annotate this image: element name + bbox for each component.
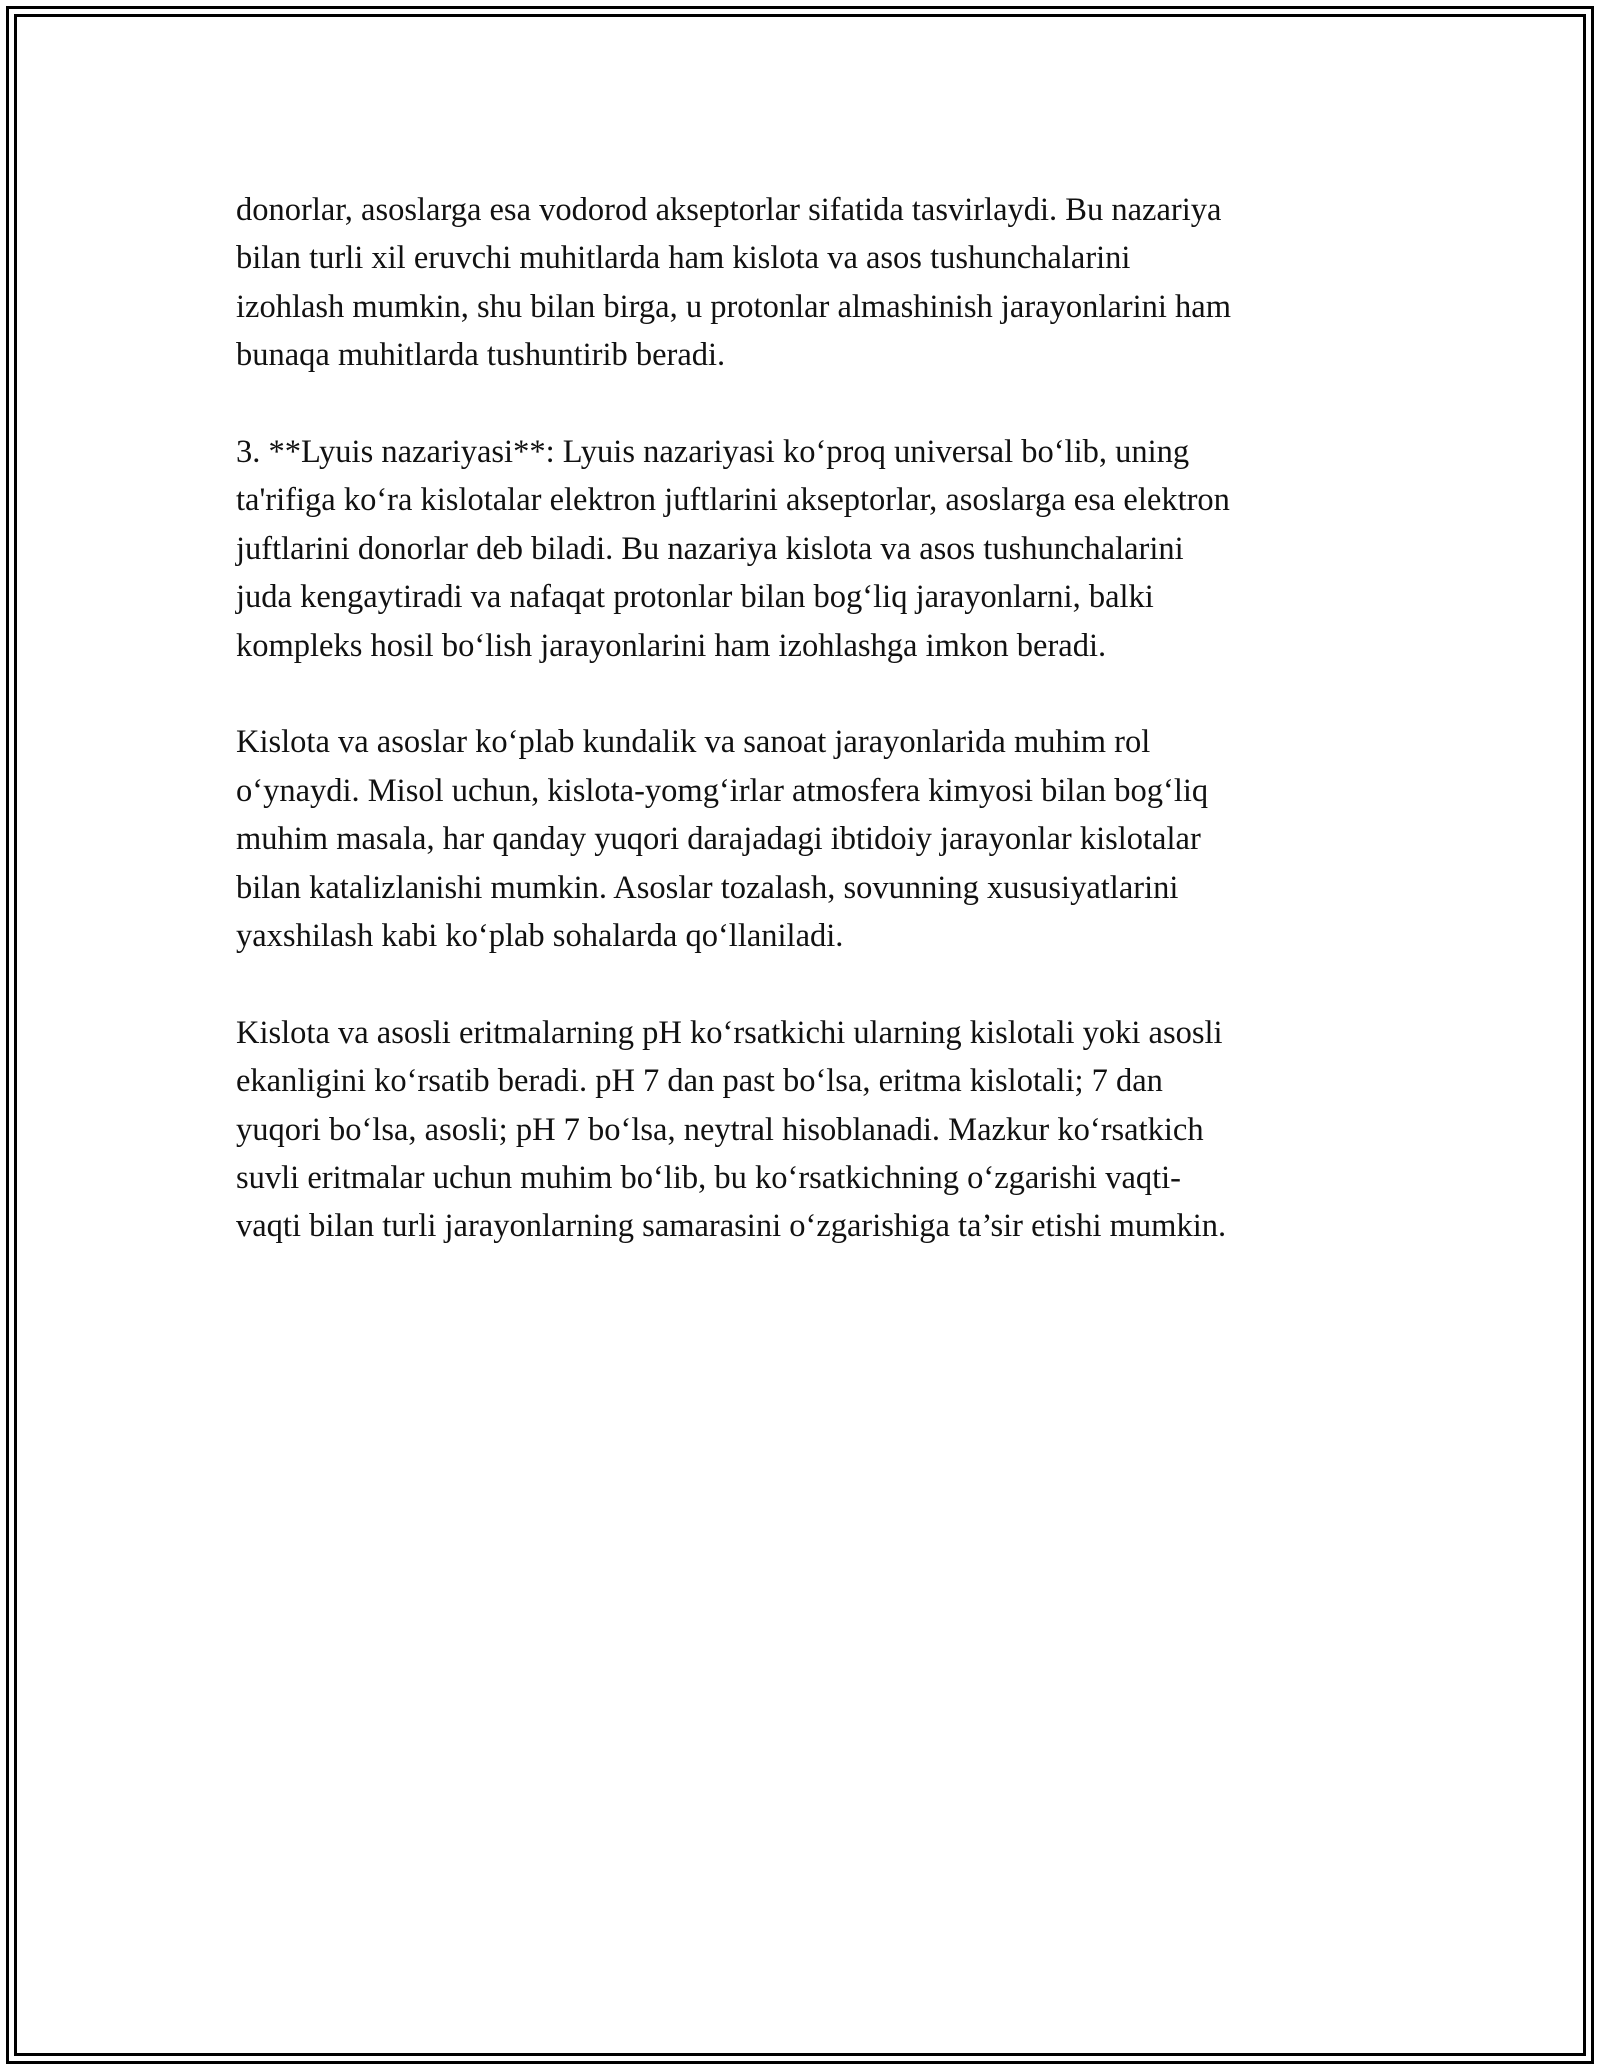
text-line: suvli eritmalar uchun muhim bo‘lib, bu ko‘rsatkichning o‘zgarishi vaqti- bbox=[236, 1160, 1182, 1197]
text-line: o‘ynaydi. Misol uchun, kislota-yomg‘irlar atmosfera kimyosi bilan bog‘liq bbox=[236, 772, 1209, 809]
text-line: juda kengaytiradi va nafaqat protonlar bilan bog‘liq jarayonlarni, balki bbox=[236, 579, 1154, 616]
text-line: yuqori bo‘lsa, asosli; pH 7 bo‘lsa, neytral hisoblanadi. Mazkur ko‘rsatkich bbox=[236, 1111, 1204, 1148]
text-line: Kislota va asosli eritmalarning pH ko‘rsatkichi ularning kislotali yoki asosli bbox=[236, 1014, 1223, 1051]
paragraph-lewis-theory bbox=[236, 428, 1366, 670]
text-line: vaqti bilan turli jarayonlarning samarasini o‘zgarishiga ta’sir etishi mumkin. bbox=[236, 1208, 1227, 1245]
text-line: ta'rifiga ko‘ra kislotalar elektron juftlarini akseptorlar, asoslarga esa elektron bbox=[236, 482, 1230, 519]
paragraph-everyday-uses bbox=[236, 718, 1366, 960]
paragraph-bronsted-continuation bbox=[236, 186, 1366, 380]
text-line: bunaqa muhitlarda tushuntirib beradi. bbox=[236, 337, 726, 374]
text-line: kompleks hosil bo‘lish jarayonlarini ham izohlashga imkon beradi. bbox=[236, 627, 1107, 664]
text-line: yaxshilash kabi ko‘plab sohalarda qo‘llaniladi. bbox=[236, 918, 844, 955]
text-line: izohlash mumkin, shu bilan birga, u protonlar almashinish jarayonlarini ham bbox=[236, 288, 1231, 325]
text-line: ekanligini ko‘rsatib beradi. pH 7 dan past bo‘lsa, eritma kislotali; 7 dan bbox=[236, 1063, 1163, 1100]
text-line: Kislota va asoslar ko‘plab kundalik va sanoat jarayonlarida muhim rol bbox=[236, 724, 1151, 761]
text-line: muhim masala, har qanday yuqori darajadagi ibtidoiy jarayonlar kislotalar bbox=[236, 821, 1201, 858]
text-line: bilan turli xil eruvchi muhitlarda ham kislota va asos tushunchalarini bbox=[236, 240, 1131, 277]
text-line: 3. **Lyuis nazariyasi**: Lyuis nazariyasi ko‘proq universal bo‘lib, uning bbox=[236, 434, 1190, 471]
page-content bbox=[236, 186, 1366, 1299]
text-line: juftlarini donorlar deb biladi. Bu nazariya kislota va asos tushunchalarini bbox=[236, 530, 1184, 567]
text-line: bilan katalizlanishi mumkin. Asoslar tozalash, sovunning xususiyatlarini bbox=[236, 869, 1179, 906]
paragraph-ph-scale bbox=[236, 1009, 1366, 1251]
text-line: donorlar, asoslarga esa vodorod akseptorlar sifatida tasvirlaydi. Bu nazariya bbox=[236, 192, 1222, 228]
